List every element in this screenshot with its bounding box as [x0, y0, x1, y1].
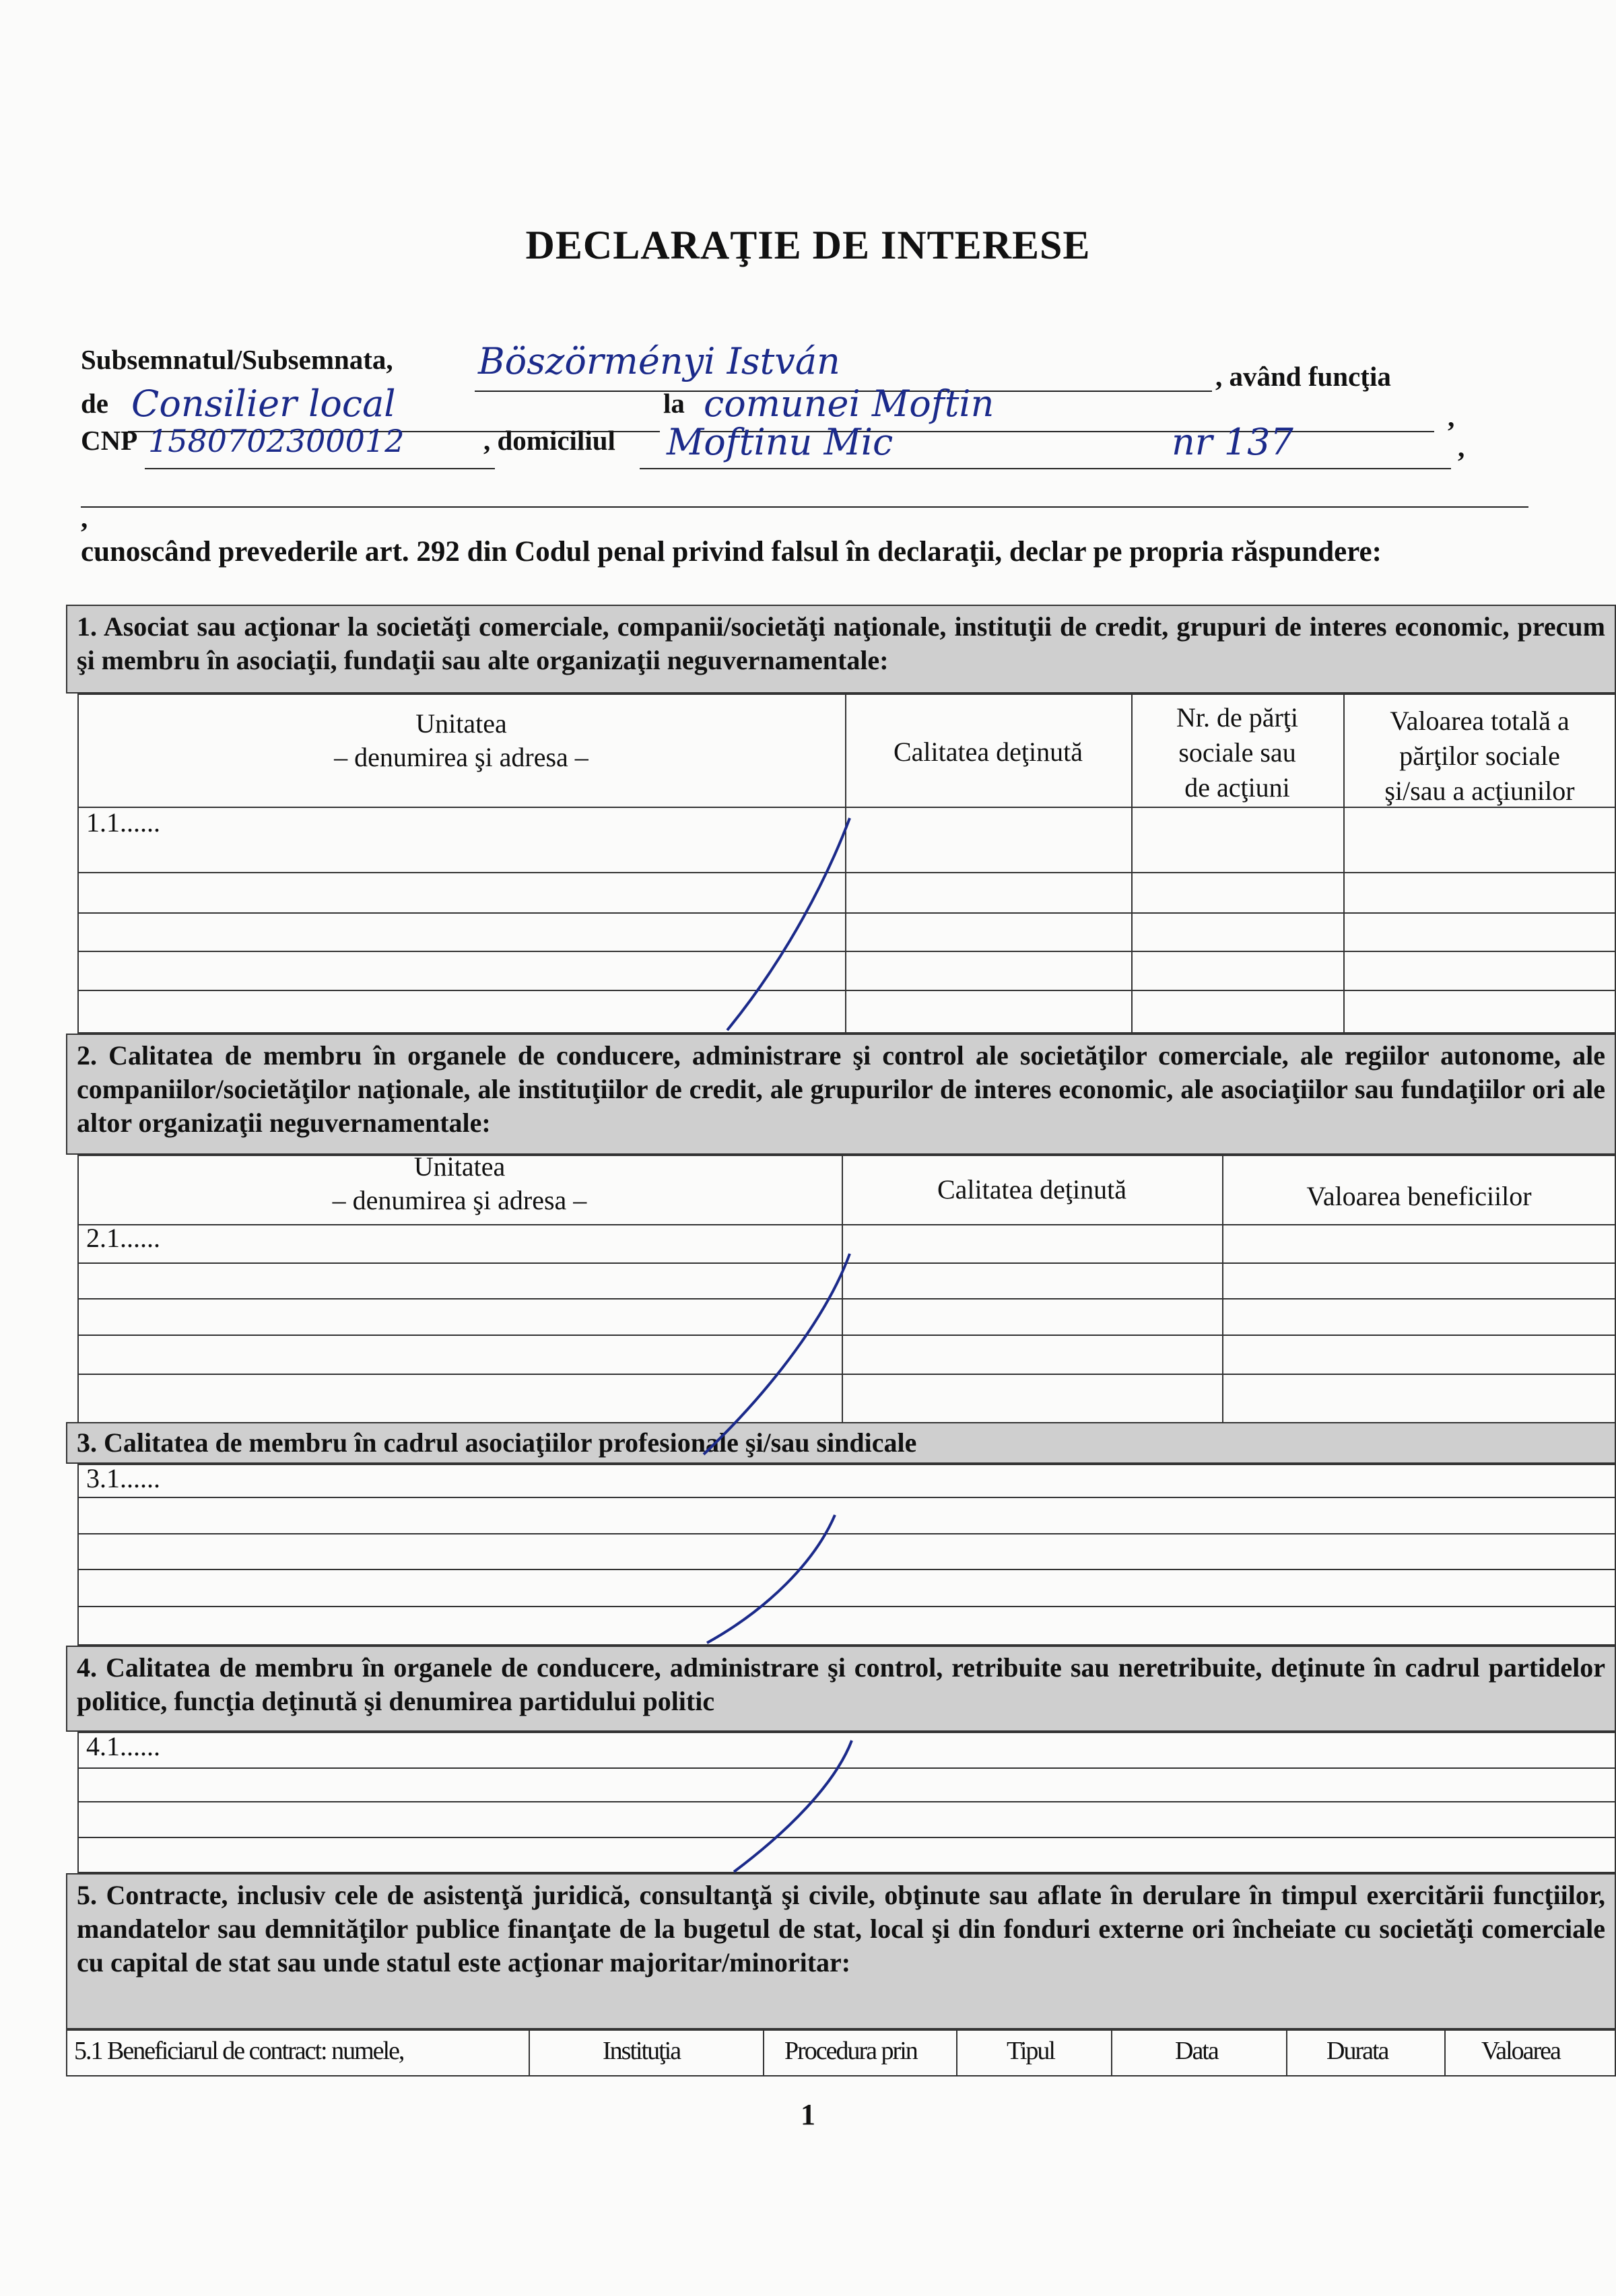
section2-heading: 2. Calitatea de membru în organele de conducere, administrare şi control ale societăţilor comerciale, ale regiilor autonome, ale companiilor/societăţilor naţionale, ale instituţiilor de credit, ale grupurilor de interes economic, ale asociaţiilor sau fundaţiilor ori ale altor organizaţii neguvernamentale:: [66, 1034, 1616, 1155]
s1-col-quality: Calitatea deţinută: [894, 737, 1083, 767]
institution-handwritten[interactable]: comunei Moftin: [704, 382, 995, 425]
la-label: la: [663, 388, 685, 419]
s2-row-label: 2.1......: [86, 1223, 160, 1253]
comma-2: ,: [1458, 432, 1465, 463]
section4-heading: 4. Calitatea de membru în organele de conducere, administrare şi control, retribuite sau neretribuite, deţinute în cadrul partidelor politice, funcţia deţinută şi denumirea partidului politic: [66, 1646, 1616, 1732]
s3-row-label: 3.1......: [86, 1463, 160, 1493]
cnp-handwritten[interactable]: 1580702300012: [148, 423, 405, 459]
s5-col-institution: Instituţia: [603, 2037, 681, 2065]
s5-col-beneficiary: 5.1 Beneficiarul de contract: numele,: [74, 2037, 404, 2065]
address-number-handwritten[interactable]: nr 137: [1172, 421, 1293, 463]
s2-cancel-stroke: [704, 1254, 850, 1454]
s1-col-unit: Unitatea – denumirea şi adresa –: [334, 708, 588, 772]
comma-3: ,: [81, 502, 88, 533]
s5-col-type: Tipul: [1007, 2037, 1054, 2065]
function-handwritten[interactable]: Consilier local: [131, 382, 396, 425]
function-label: , având funcţia: [1215, 361, 1391, 392]
s5-col-procedure: Procedura prin: [784, 2037, 917, 2065]
s2-col-benefits: Valoarea beneficiilor: [1306, 1181, 1532, 1211]
cnp-label: CNP: [81, 425, 138, 456]
name-handwritten[interactable]: Böszörményi István: [478, 340, 840, 382]
section3-heading: 3. Calitatea de membru în cadrul asociaţiilor profesionale şi/sau sindicale: [66, 1422, 1616, 1464]
page-number: 1: [801, 2098, 815, 2131]
page-title: DECLARAŢIE DE INTERESE: [525, 223, 1091, 267]
s5-col-value: Valoarea: [1481, 2037, 1560, 2065]
s1-col-shares: Nr. de părţi sociale sau de acţiuni: [1176, 702, 1299, 803]
s2-col-quality: Calitatea deţinută: [937, 1174, 1126, 1205]
s1-cancel-stroke: [727, 818, 850, 1030]
address-handwritten[interactable]: Moftinu Mic: [667, 421, 894, 463]
s1-col-value: Valoarea totală a părţilor sociale şi/sau a acţiunilor: [1384, 706, 1575, 806]
intro-statement: cunoscând prevederile art. 292 din Codul penal privind falsul în declaraţii, declar pe propria răspundere:: [81, 536, 1382, 568]
s5-col-duration: Durata: [1326, 2037, 1388, 2065]
section1-heading: 1. Asociat sau acţionar la societăţi comerciale, companii/societăţi naţionale, instituţii de credit, grupuri de interes economic, precum şi membru în asociaţii, fundaţii sau alte organizaţii neguvernamentale:: [66, 605, 1616, 694]
de-label: de: [81, 388, 108, 419]
name-label: Subsemnatul/Subsemnata,: [81, 344, 393, 375]
domiciliu-label: , domiciliul: [483, 425, 615, 456]
s5-col-date: Data: [1175, 2037, 1218, 2065]
s4-cancel-stroke: [734, 1741, 852, 1872]
s2-col-unit: Unitatea – denumirea şi adresa –: [332, 1151, 587, 1215]
s1-row-label: 1.1......: [86, 807, 160, 838]
s3-cancel-stroke: [707, 1515, 835, 1643]
section5-heading: 5. Contracte, inclusiv cele de asistenţă juridică, consultanţă şi civile, obţinute sau aflate în derulare în timpul exercitării funcţiilor, mandatelor sau demnităţilor publice finanţate de la bugetul de stat, local şi din fonduri externe ori încheiate cu societăţi comerciale cu capital de stat sau unde statul este acţionar majoritar/minoritar:: [66, 1873, 1616, 2029]
comma-1: ,: [1448, 401, 1455, 432]
s4-row-label: 4.1......: [86, 1731, 160, 1761]
